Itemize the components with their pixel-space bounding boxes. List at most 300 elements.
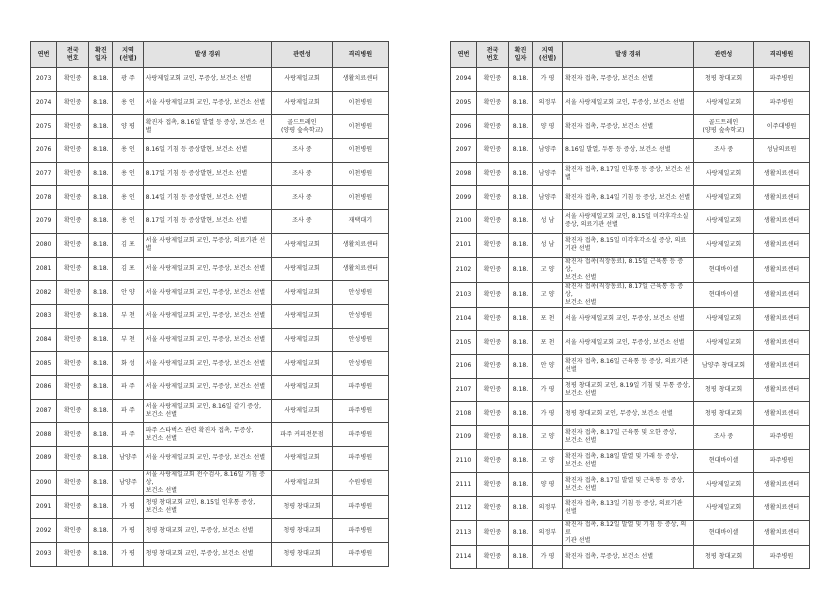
- header-region: 지역 (선별): [113, 42, 143, 68]
- cell-date: 8.18.: [509, 91, 533, 115]
- cell-no: 2084: [31, 328, 57, 352]
- cell-hospital: 생활치료센터: [754, 210, 810, 234]
- table-row: [451, 186, 810, 210]
- cell-status: 확인중: [57, 328, 89, 352]
- table-row: [451, 520, 810, 545]
- cell-hospital: 파주병원: [332, 495, 388, 519]
- cell-region: 부 천: [113, 328, 143, 352]
- cell-status: 확인중: [477, 68, 509, 92]
- cell-date: 8.18.: [509, 402, 533, 426]
- cell-hospital: 생활치료센터: [754, 162, 810, 186]
- header-date: 확진 일자: [509, 42, 533, 68]
- cell-relation: 사랑제일교회: [272, 68, 332, 92]
- cell-date: 8.18.: [89, 139, 113, 163]
- table-row: [451, 162, 810, 186]
- cell-region: 고 양: [533, 282, 563, 307]
- cell-status: 확인중: [477, 186, 509, 210]
- table-row: [451, 331, 810, 355]
- cell-date: 8.18.: [509, 282, 533, 307]
- cell-relation: 청평 창대교회: [694, 402, 754, 426]
- cell-event: 서울 사랑제일교회 교인, 8.16일 같기 증상, 보건소 선별: [143, 399, 272, 423]
- cell-no: 2109: [451, 425, 477, 449]
- cell-no: 2078: [31, 186, 57, 210]
- cell-relation: 조사 중: [272, 210, 332, 234]
- cell-event: 8.17일 기침 등 증상발현, 보건소 선별: [143, 210, 272, 234]
- cell-status: 확인중: [57, 210, 89, 234]
- cell-relation: 사랑제일교회: [694, 186, 754, 210]
- cell-event: 확진자 접촉, 8.17일 근육통 및 오한 증상, 보건소 선별: [563, 425, 694, 449]
- cell-no: 2114: [451, 545, 477, 569]
- header-no: 연번: [451, 42, 477, 68]
- table-header-row: [451, 42, 810, 68]
- cell-hospital: 파주병원: [754, 545, 810, 569]
- cell-status: 확인중: [477, 378, 509, 402]
- cell-date: 8.18.: [509, 449, 533, 473]
- cell-no: 2111: [451, 473, 477, 497]
- cell-status: 확인중: [477, 402, 509, 426]
- table-row: [31, 352, 389, 376]
- cell-no: 2080: [31, 233, 57, 257]
- cell-no: 2105: [451, 331, 477, 355]
- case-table-left: [30, 41, 389, 567]
- cell-event: 확진자 접촉, 8.13일 기침 등 증상, 의료기관 선별: [563, 497, 694, 521]
- cell-status: 확인중: [57, 447, 89, 471]
- cell-date: 8.18.: [89, 304, 113, 328]
- cell-no: 2076: [31, 139, 57, 163]
- table-row: [31, 162, 389, 186]
- cell-hospital: 이천병원: [332, 139, 388, 163]
- cell-relation: 현대바이셀: [694, 282, 754, 307]
- cell-event: 서울 사랑제일교회 교인, 무증상, 보건소 선별: [143, 328, 272, 352]
- cell-no: 2096: [451, 115, 477, 139]
- table-row: [31, 186, 389, 210]
- header-event: 발생 경위: [563, 42, 694, 68]
- cell-region: 남양주: [533, 139, 563, 163]
- cell-date: 8.18.: [509, 354, 533, 378]
- table-row: [451, 497, 810, 521]
- cell-region: 성 남: [533, 210, 563, 234]
- header-national-no: 전국 번호: [57, 42, 89, 68]
- cell-event: 청평 창대교회 교인, 8.15일 인후통 증상, 보건소 선별: [143, 495, 272, 519]
- table-row: [451, 473, 810, 497]
- cell-status: 확인중: [477, 331, 509, 355]
- cell-date: 8.18.: [89, 257, 113, 281]
- cell-event: 8.16일 기침 등 증상발현, 보건소 선별: [143, 139, 272, 163]
- cell-no: 2086: [31, 375, 57, 399]
- table-row: [31, 281, 389, 305]
- table-row: [31, 115, 389, 139]
- cell-relation: 골드트레인 (양평 숲속학교): [694, 115, 754, 139]
- cell-date: 8.18.: [89, 470, 113, 495]
- cell-event: 확진자 접촉, 무증상, 보건소 선별: [563, 545, 694, 569]
- cell-date: 8.18.: [509, 233, 533, 257]
- cell-event: 서울 사랑제일교회 교인, 무증상, 보건소 선별: [143, 375, 272, 399]
- cell-hospital: 파주병원: [332, 399, 388, 423]
- cell-hospital: 안성병원: [332, 304, 388, 328]
- cell-region: 성 남: [533, 233, 563, 257]
- cell-no: 2082: [31, 281, 57, 305]
- cell-event: 확진자 접촉, 8.14일 기침 등 증상, 보건소 선별: [563, 186, 694, 210]
- cell-region: 가 평: [113, 519, 143, 543]
- cell-region: 포 천: [533, 307, 563, 331]
- cell-event: 확진자 접촉, 8.16일 근육통 등 증상, 의료기관 선별: [563, 354, 694, 378]
- cell-event: 서울 사랑제일교회 교인, 무증상, 보건소 선별: [143, 281, 272, 305]
- table-row: [31, 375, 389, 399]
- cell-relation: 사랑제일교회: [694, 331, 754, 355]
- cell-no: 2089: [31, 447, 57, 471]
- table-row: [451, 91, 810, 115]
- header-region: 지역 (선별): [533, 42, 563, 68]
- cell-relation: 사랑제일교회: [272, 399, 332, 423]
- table-row: [451, 354, 810, 378]
- cell-date: 8.18.: [89, 210, 113, 234]
- cell-hospital: 성남의료원: [754, 139, 810, 163]
- cell-event: 서울 사랑제일교회 교인, 무증상, 의료기관 선별: [143, 233, 272, 257]
- table-row: [31, 519, 389, 543]
- cell-hospital: 이천병원: [332, 162, 388, 186]
- cell-no: 2073: [31, 68, 57, 92]
- cell-no: 2102: [451, 257, 477, 282]
- cell-status: 확인중: [57, 233, 89, 257]
- cell-status: 확인중: [477, 257, 509, 282]
- cell-hospital: 생활치료센터: [332, 257, 388, 281]
- cell-relation: 사랑제일교회: [272, 233, 332, 257]
- table-row: [31, 304, 389, 328]
- cell-event: 확진자 접촉, 8.16일 발열 등 증상, 보건소 선별: [143, 115, 272, 139]
- cell-date: 8.18.: [89, 68, 113, 92]
- cell-hospital: 안성병원: [332, 281, 388, 305]
- cell-region: 양 평: [113, 115, 143, 139]
- cell-event: 파주 스타벅스 관련 확진자 접촉, 무증상, 보건소 선별: [143, 423, 272, 447]
- cell-no: 2075: [31, 115, 57, 139]
- cell-event: 확진자 접촉, 8.17일 인후통 등 증상, 보건소 선별: [563, 162, 694, 186]
- cell-date: 8.18.: [89, 423, 113, 447]
- cell-date: 8.18.: [509, 162, 533, 186]
- cell-date: 8.18.: [89, 352, 113, 376]
- cell-region: 양 평: [533, 115, 563, 139]
- cell-relation: 사랑제일교회: [272, 91, 332, 115]
- header-relation: 관련성: [272, 42, 332, 68]
- cell-date: 8.18.: [509, 331, 533, 355]
- cell-status: 확인중: [57, 91, 89, 115]
- cell-status: 확인중: [57, 304, 89, 328]
- cell-relation: 청평 창대교회: [694, 378, 754, 402]
- cell-hospital: 생활치료센터: [754, 497, 810, 521]
- cell-region: 파 주: [113, 423, 143, 447]
- table-row: [451, 545, 810, 569]
- cell-region: 용 인: [113, 162, 143, 186]
- cell-event: 서울 사랑제일교회 교인, 무증상, 보건소 선별: [563, 91, 694, 115]
- cell-date: 8.18.: [509, 545, 533, 569]
- cell-relation: 청평 창대교회: [272, 519, 332, 543]
- cell-relation: 사랑제일교회: [272, 352, 332, 376]
- cell-event: 확진자 접촉, 8.12일 발열 및 기침 등 증상, 의료 기관 선별: [563, 520, 694, 545]
- cell-relation: 청평 창대교회: [272, 543, 332, 567]
- cell-relation: 남양주 창대교회: [694, 354, 754, 378]
- cell-no: 2079: [31, 210, 57, 234]
- table-row: [31, 470, 389, 495]
- cell-status: 확인중: [57, 470, 89, 495]
- cell-event: 서울 사랑제일교회 전수검사, 8.16일 기침 증상, 보건소 선별: [143, 470, 272, 495]
- cell-status: 확인중: [57, 495, 89, 519]
- cell-relation: 사랑제일교회: [272, 447, 332, 471]
- cell-event: 서울 사랑제일교회 교인, 무증상, 보건소 선별: [143, 352, 272, 376]
- cell-date: 8.18.: [509, 68, 533, 92]
- cell-event: 8.16일 발열, 두통 등 증상, 보건소 선별: [563, 139, 694, 163]
- cell-no: 2101: [451, 233, 477, 257]
- cell-region: 고 양: [533, 257, 563, 282]
- cell-status: 확인중: [57, 423, 89, 447]
- cell-region: 고 양: [533, 425, 563, 449]
- cell-relation: 조사 중: [272, 162, 332, 186]
- cell-status: 확인중: [477, 545, 509, 569]
- cell-relation: 조사 중: [694, 425, 754, 449]
- cell-region: 안 양: [113, 281, 143, 305]
- cell-region: 용 인: [113, 210, 143, 234]
- cell-event: 확진자 접촉(직장동료), 8.17일 근육통 등 증상, 보건소 선별: [563, 282, 694, 307]
- cell-status: 확인중: [57, 375, 89, 399]
- cell-event: 확진자 접촉, 무증상, 보건소 선별: [563, 68, 694, 92]
- cell-relation: 조사 중: [272, 186, 332, 210]
- cell-no: 2106: [451, 354, 477, 378]
- cell-date: 8.18.: [89, 495, 113, 519]
- cell-region: 고 양: [533, 449, 563, 473]
- cell-date: 8.18.: [509, 378, 533, 402]
- cell-no: 2112: [451, 497, 477, 521]
- cell-region: 파 주: [113, 399, 143, 423]
- cell-region: 가 평: [533, 402, 563, 426]
- cell-no: 2081: [31, 257, 57, 281]
- cell-relation: 골드트레인 (양평 숲속학교): [272, 115, 332, 139]
- cell-hospital: 안성병원: [332, 328, 388, 352]
- cell-date: 8.18.: [509, 139, 533, 163]
- cell-event: 서울 사랑제일교회 교인, 무증상, 보건소 선별: [143, 257, 272, 281]
- cell-status: 확인중: [57, 399, 89, 423]
- cell-region: 파 주: [113, 375, 143, 399]
- cell-status: 확인중: [477, 497, 509, 521]
- table-row: [31, 139, 389, 163]
- cell-region: 남양주: [533, 186, 563, 210]
- cell-hospital: 생활치료센터: [754, 354, 810, 378]
- cell-hospital: 파주병원: [332, 423, 388, 447]
- cell-no: 2097: [451, 139, 477, 163]
- cell-region: 남양주: [113, 447, 143, 471]
- cell-event: 8.14일 기침 등 증상발현, 보건소 선별: [143, 186, 272, 210]
- cell-event: 확진자 접촉, 8.18일 발열 및 가래 등 증상, 보건소 선별: [563, 449, 694, 473]
- table-body-right: [451, 68, 810, 569]
- cell-hospital: 파주병원: [754, 68, 810, 92]
- cell-status: 확인중: [477, 307, 509, 331]
- cell-no: 2091: [31, 495, 57, 519]
- cell-status: 확인중: [477, 473, 509, 497]
- cell-status: 확인중: [57, 68, 89, 92]
- header-no: 연번: [31, 42, 57, 68]
- cell-relation: 파주 커피전문점: [272, 423, 332, 447]
- cell-hospital: 생활치료센터: [754, 307, 810, 331]
- header-relation: 관련성: [694, 42, 754, 68]
- cell-region: 의정부: [533, 520, 563, 545]
- table-row: [31, 447, 389, 471]
- cell-hospital: 수원병원: [332, 470, 388, 495]
- cell-relation: 사랑제일교회: [272, 470, 332, 495]
- cell-hospital: 안성병원: [332, 352, 388, 376]
- header-event: 발생 경위: [143, 42, 272, 68]
- table-row: [451, 115, 810, 139]
- cell-hospital: 생활치료센터: [754, 233, 810, 257]
- cell-status: 확인중: [57, 543, 89, 567]
- cell-date: 8.18.: [509, 520, 533, 545]
- cell-no: 2108: [451, 402, 477, 426]
- cell-status: 확인중: [477, 115, 509, 139]
- cell-relation: 사랑제일교회: [694, 233, 754, 257]
- table-row: [451, 139, 810, 163]
- cell-hospital: 이천병원: [332, 91, 388, 115]
- cell-event: 8.17일 기침 등 증상발현, 보건소 선별: [143, 162, 272, 186]
- cell-region: 화 성: [113, 352, 143, 376]
- cell-event: 확진자 접촉, 8.15일 미각후각소실 증상, 의료 기관 선별: [563, 233, 694, 257]
- case-table-right: [450, 41, 810, 569]
- cell-relation: 사랑제일교회: [272, 304, 332, 328]
- table-row: [31, 210, 389, 234]
- cell-date: 8.18.: [89, 162, 113, 186]
- table-row: [31, 399, 389, 423]
- cell-relation: 사랑제일교회: [694, 162, 754, 186]
- cell-status: 확인중: [57, 115, 89, 139]
- cell-status: 확인중: [477, 210, 509, 234]
- cell-event: 서울 사랑제일교회 교인, 무증상, 보건소 선별: [143, 91, 272, 115]
- cell-date: 8.18.: [89, 328, 113, 352]
- cell-region: 용 인: [113, 91, 143, 115]
- cell-event: 사랑제일교회 교인, 무증상, 보건소 선별: [143, 68, 272, 92]
- table-header-row: [31, 42, 389, 68]
- cell-no: 2098: [451, 162, 477, 186]
- cell-relation: 사랑제일교회: [272, 375, 332, 399]
- cell-region: 부 천: [113, 304, 143, 328]
- cell-date: 8.18.: [89, 375, 113, 399]
- cell-status: 확인중: [57, 186, 89, 210]
- cell-hospital: 생활치료센터: [754, 282, 810, 307]
- cell-relation: 사랑제일교회: [694, 91, 754, 115]
- cell-no: 2083: [31, 304, 57, 328]
- cell-relation: 사랑제일교회: [272, 328, 332, 352]
- cell-region: 안 양: [533, 354, 563, 378]
- cell-hospital: 파주병원: [332, 519, 388, 543]
- cell-event: 확진자 접촉, 8.17일 발열 및 근육통 등 증상, 보건소 선별: [563, 473, 694, 497]
- cell-no: 2087: [31, 399, 57, 423]
- cell-date: 8.18.: [509, 186, 533, 210]
- cell-region: 광 주: [113, 68, 143, 92]
- table-row: [31, 328, 389, 352]
- cell-no: 2093: [31, 543, 57, 567]
- cell-no: 2077: [31, 162, 57, 186]
- cell-event: 서울 사랑제일교회 교인, 무증상, 보건소 선별: [563, 331, 694, 355]
- cell-date: 8.18.: [89, 115, 113, 139]
- cell-status: 확인중: [477, 449, 509, 473]
- table-row: [31, 495, 389, 519]
- cell-hospital: 생활치료센터: [754, 520, 810, 545]
- cell-status: 확인중: [57, 257, 89, 281]
- cell-date: 8.18.: [89, 233, 113, 257]
- cell-status: 확인중: [477, 354, 509, 378]
- cell-hospital: 생활치료센터: [754, 331, 810, 355]
- cell-no: 2088: [31, 423, 57, 447]
- cell-hospital: 재택대기: [332, 210, 388, 234]
- table-row: [451, 68, 810, 92]
- cell-status: 확인중: [477, 91, 509, 115]
- cell-no: 2092: [31, 519, 57, 543]
- cell-relation: 현대바이셀: [694, 449, 754, 473]
- cell-hospital: 이천병원: [332, 115, 388, 139]
- cell-region: 가 평: [113, 543, 143, 567]
- cell-no: 2094: [451, 68, 477, 92]
- cell-relation: 조사 중: [272, 139, 332, 163]
- cell-date: 8.18.: [89, 91, 113, 115]
- cell-relation: 청평 창대교회: [272, 495, 332, 519]
- cell-status: 확인중: [477, 139, 509, 163]
- cell-no: 2104: [451, 307, 477, 331]
- cell-relation: 청평 창대교회: [694, 68, 754, 92]
- cell-relation: 사랑제일교회: [694, 307, 754, 331]
- cell-event: 서울 사랑제일교회 교인, 무증상, 보건소 선별: [143, 447, 272, 471]
- cell-region: 김 포: [113, 233, 143, 257]
- cell-date: 8.18.: [509, 210, 533, 234]
- cell-hospital: 파주병원: [332, 543, 388, 567]
- cell-status: 확인중: [477, 425, 509, 449]
- cell-relation: 현대바이셀: [694, 257, 754, 282]
- table-row: [451, 257, 810, 282]
- cell-date: 8.18.: [89, 281, 113, 305]
- cell-date: 8.18.: [89, 399, 113, 423]
- cell-region: 포 천: [533, 331, 563, 355]
- table-row: [31, 91, 389, 115]
- cell-no: 2074: [31, 91, 57, 115]
- table-row: [451, 282, 810, 307]
- cell-no: 2110: [451, 449, 477, 473]
- cell-region: 가 평: [533, 545, 563, 569]
- cell-region: 가 평: [113, 495, 143, 519]
- cell-relation: 사랑제일교회: [272, 281, 332, 305]
- cell-date: 8.18.: [509, 425, 533, 449]
- cell-hospital: 파주병원: [754, 425, 810, 449]
- table-row: [451, 233, 810, 257]
- cell-status: 확인중: [477, 162, 509, 186]
- cell-no: 2100: [451, 210, 477, 234]
- cell-hospital: 생활치료센터: [754, 473, 810, 497]
- cell-date: 8.18.: [89, 519, 113, 543]
- cell-hospital: 파주병원: [754, 449, 810, 473]
- table-row: [451, 307, 810, 331]
- cell-region: 가 평: [533, 68, 563, 92]
- cell-date: 8.18.: [89, 186, 113, 210]
- cell-event: 청평 창대교회 교인, 8.19일 기침 및 두통 증상, 보건소 선별: [563, 378, 694, 402]
- cell-no: 2085: [31, 352, 57, 376]
- cell-relation: 사랑제일교회: [694, 210, 754, 234]
- cell-event: 확진자 접촉, 무증상, 보건소 선별: [563, 115, 694, 139]
- cell-status: 확인중: [477, 282, 509, 307]
- header-hospital: 격리병원: [754, 42, 810, 68]
- table-row: [31, 423, 389, 447]
- cell-event: 서울 사랑제일교회 교인, 무증상, 보건소 선별: [143, 304, 272, 328]
- cell-region: 김 포: [113, 257, 143, 281]
- cell-hospital: 생활치료센터: [754, 186, 810, 210]
- cell-event: 서울 사랑제일교회 교인, 무증상, 보건소 선별: [563, 307, 694, 331]
- cell-hospital: 생활치료센터: [332, 68, 388, 92]
- cell-relation: 사랑제일교회: [272, 257, 332, 281]
- table-row: [451, 402, 810, 426]
- cell-region: 남양주: [113, 470, 143, 495]
- cell-region: 의정부: [533, 91, 563, 115]
- cell-region: 의정부: [533, 497, 563, 521]
